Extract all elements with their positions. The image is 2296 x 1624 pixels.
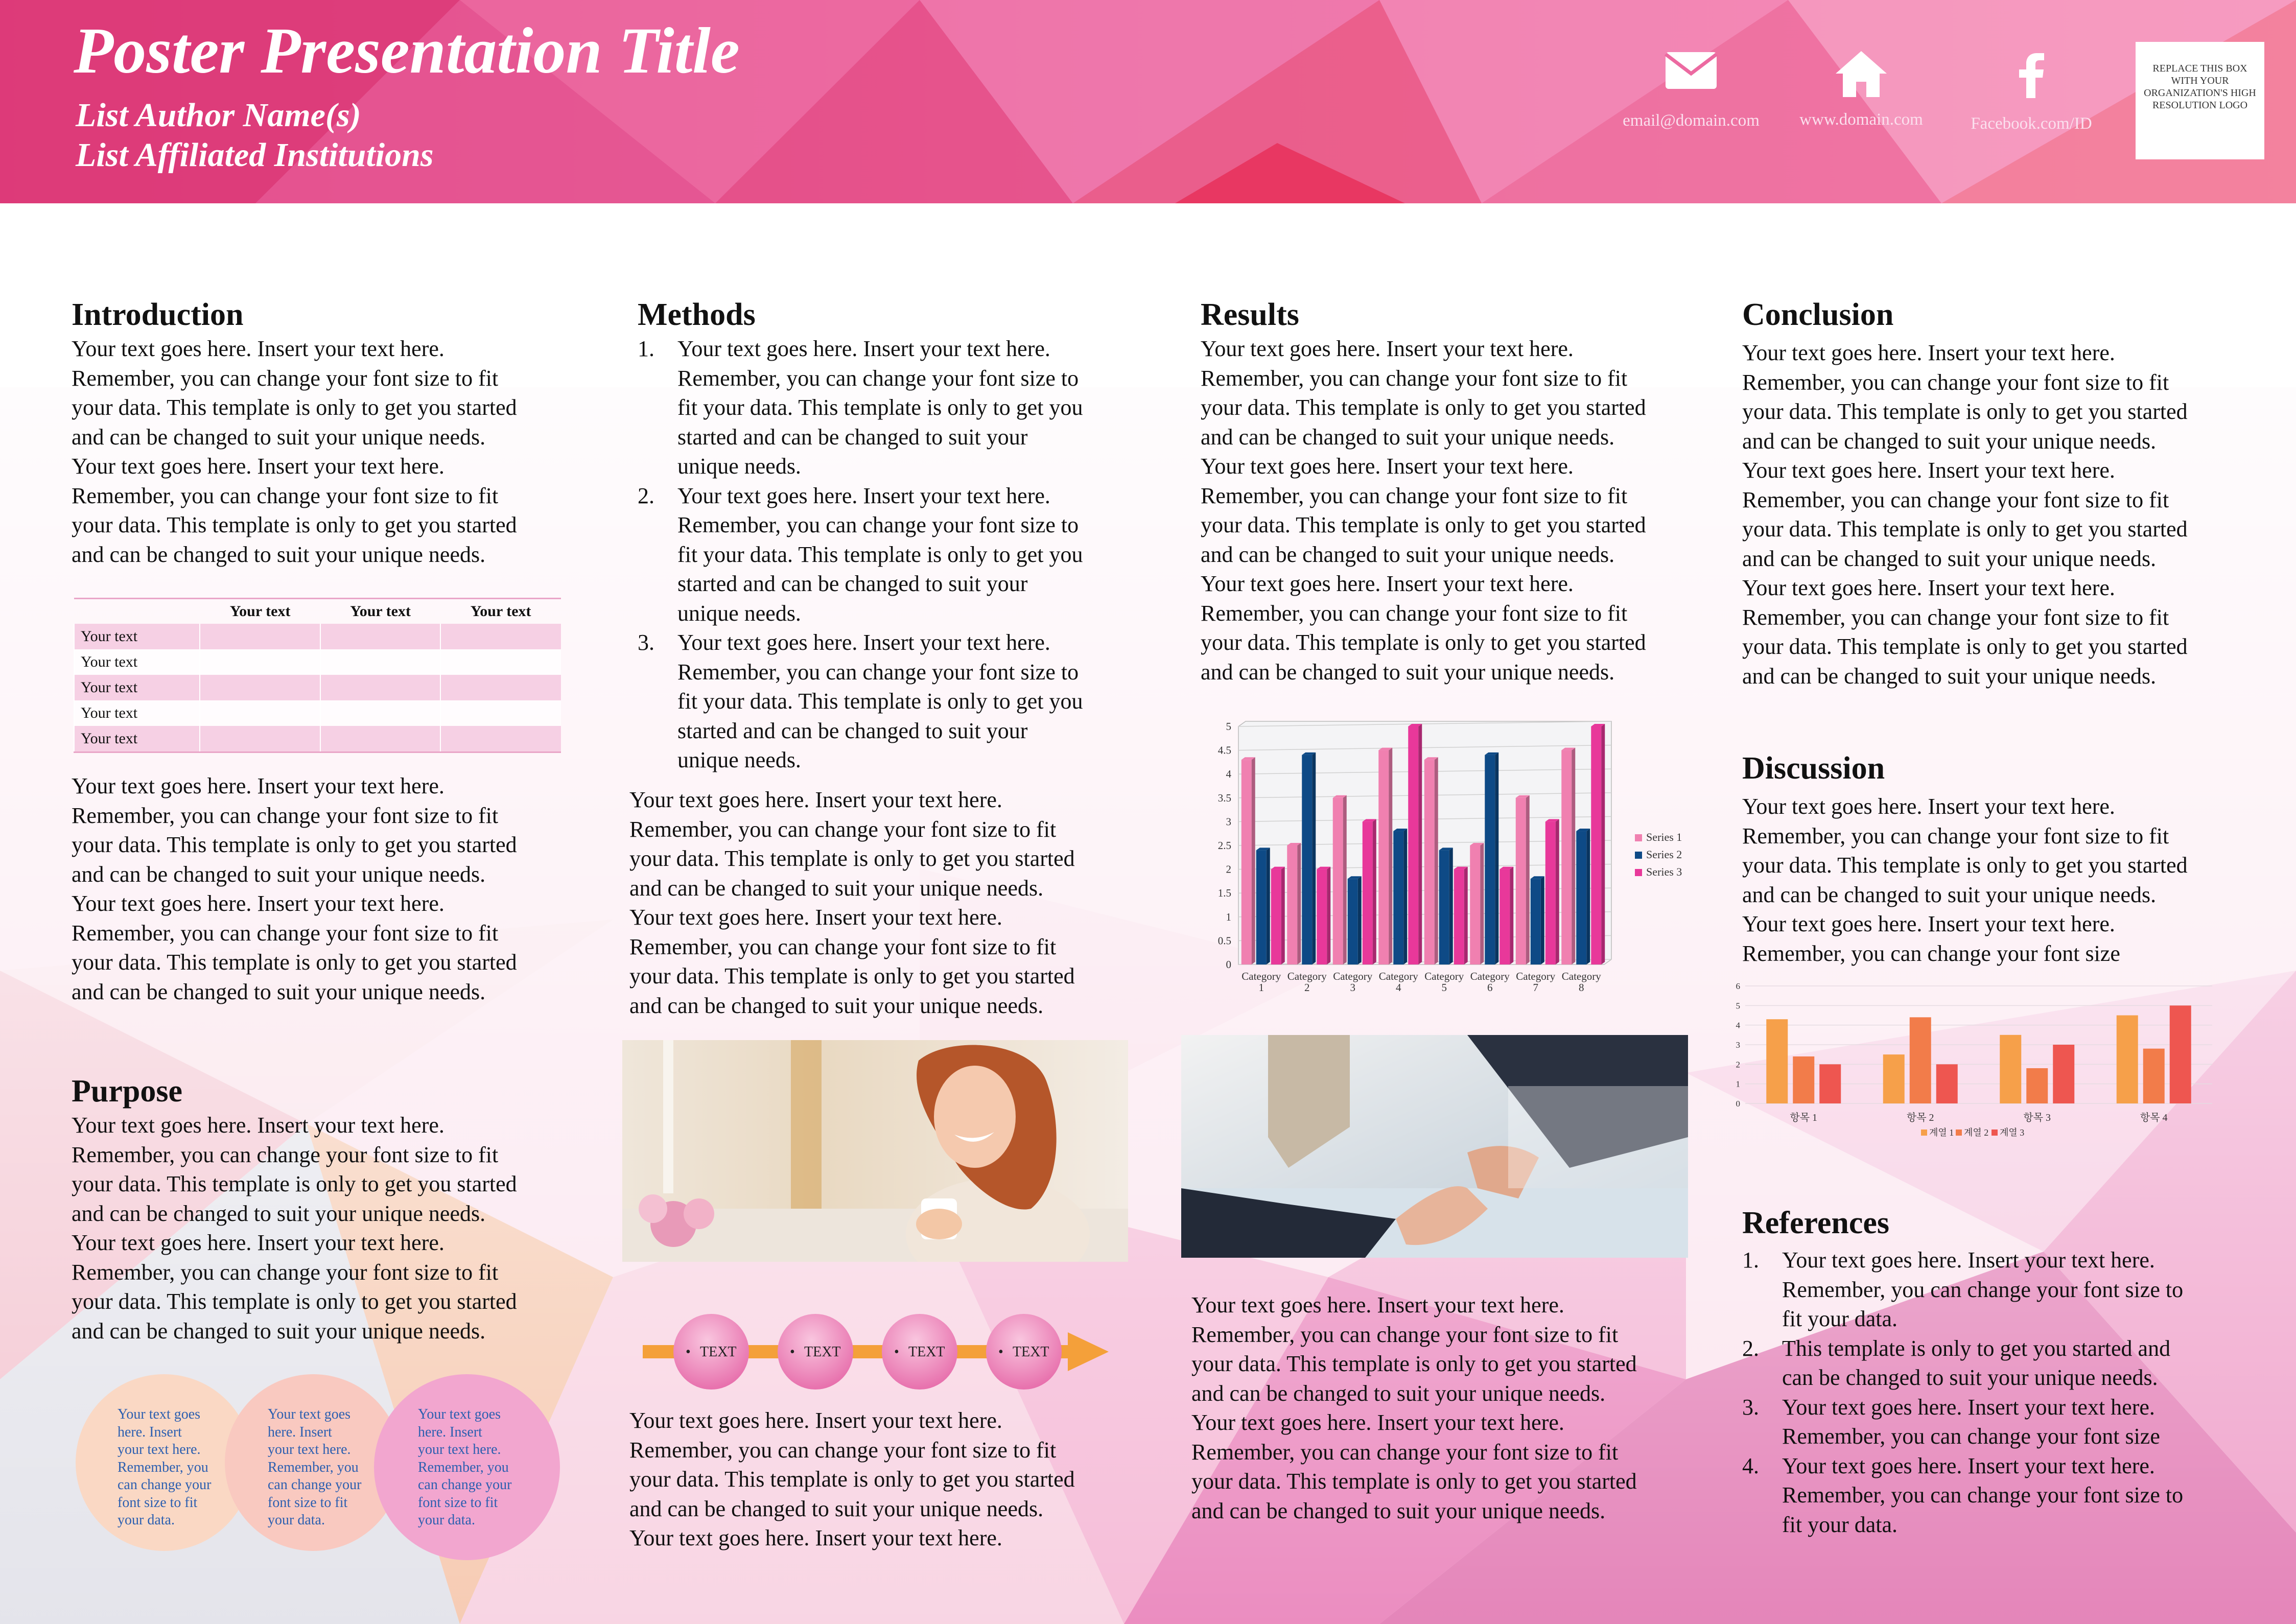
table-header-cell: Your text [229,603,291,620]
x-tick-label: 항목 3 [2023,1112,2051,1123]
legend-label: 계열 1 [1929,1127,1954,1138]
methods-list [638,334,1083,775]
bar [1271,869,1281,964]
introduction-text-continued: Your text goes here. Insert your text here. Remember, you can change your font size to fit your data. This template is only to get you started and can be changed to suit your unique needs. Your text goes here. Insert your text here. Remember, you can change your font size to fit your data. This template is only to get you started and can be changed to suit your unique needs. [72,773,517,1004]
reference-item: 2. This template is only to get you started and can be changed to suit your unique needs. [1742,1335,2171,1390]
bar [2170,1005,2191,1103]
contact-email[interactable] [1609,51,1773,130]
bar [1766,1019,1788,1103]
bar-side [1418,724,1422,964]
legend-label: 계열 3 [2000,1127,2025,1138]
logo-placeholder[interactable]: REPLACE THIS BOX WITH YOUR ORGANIZATION'S HIGH RESOLUTION LOGO [2136,42,2264,159]
bar-side [1297,843,1301,964]
legend-swatch [1635,834,1642,841]
bar [1485,755,1495,964]
reference-item: 4. Your text goes here. Insert your text here. Remember, you can change your font size to fit your data. [1742,1453,2184,1537]
introduction-heading: Introduction [72,297,244,332]
bar-side [1480,843,1484,964]
email-icon [1665,51,1718,90]
list-item: 1. Your text goes here. Insert your text here. Remember, you can change your font size to fit your data. This template is only to get you started and can be changed to suit your unique needs. [638,336,1083,479]
x-tick-label: Category [1241,970,1281,982]
x-tick-label: 7 [1533,981,1538,994]
y-tick-label: 0 [1226,958,1231,971]
bar [1470,845,1480,964]
methods-text: Your text goes here. Insert your text here. Remember, you can change your font size to fit your data. This template is only to get you started and can be changed to suit your unique needs. Your text goes here. Insert your text here. Remember, you can change your font size to fit your data. This template is only to get you started and can be changed to suit your unique needs. [629,787,1075,1018]
bar [1393,831,1403,964]
x-tick-label: 항목 4 [2140,1112,2168,1123]
facebook-icon [2016,53,2047,98]
process-step-bullet: • [686,1344,691,1360]
bar-side [1556,819,1559,964]
bar-side [1449,848,1453,964]
purpose-text: Your text goes here. Insert your text here. Remember, you can change your font size to fit your data. This template is only to get you started and can be changed to suit your unique needs. Your text goes here. Insert your text here. Remember, you can change your font size to fit your data. This template is only to get you started and can be changed to suit your unique needs. [72,1113,517,1344]
y-tick-label: 0.5 [1217,934,1231,947]
bar-side [1586,829,1590,964]
discussion-heading: Discussion [1742,751,1885,786]
author-names: List Author Name(s) [76,97,361,134]
bar-side [1435,757,1438,964]
reference-item: 3. Your text goes here. Insert your text here. Remember, you can change your font size [1742,1394,2160,1449]
x-tick-label: 3 [1350,981,1355,994]
y-tick-label: 6 [1736,981,1740,991]
results-text: Your text goes here. Insert your text here. Remember, you can change your font size to fit your data. This template is only to get you started and can be changed to suit your unique needs. Your text goes here. Insert your text here. Remember, you can change your font size to fit your data. This template is only to get you started and can be changed to suit your unique needs. Your text goes here. Insert your text here. Remember, you can change your font size to fit your data. This template is only to get you started and can be changed to suit your unique needs. [1201,336,1646,685]
home-icon [1835,49,1888,98]
introduction-text: Your text goes here. Insert your text here. Remember, you can change your font size to fit your data. This template is only to get you started and can be changed to suit your unique needs. Your text goes here. Insert your text here. Remember, you can change your font size to fit your data. This template is only to get you started and can be changed to suit your unique needs. [72,336,517,567]
legend-swatch [1956,1129,1962,1136]
table-row [74,700,561,726]
conclusion-text: Your text goes here. Insert your text here. Remember, you can change your font size to fit your data. This template is only to get you started and can be changed to suit your unique needs. Your text goes here. Insert your text here. Remember, you can change your font size to fit your data. This template is only to get you started and can be changed to suit your unique needs. Your text goes here. Insert your text here. Remember, you can change your font size to fit your data. This template is only to get you started and can be changed to suit your unique needs. [1742,340,2188,689]
poster-title: Poster Presentation Title [74,14,740,87]
woman-photo [622,1040,1128,1262]
references-heading: References [1742,1206,1890,1240]
table-row [74,649,561,675]
x-tick-label: Category [1424,970,1464,982]
bar-side [1373,819,1376,964]
y-tick-label: 2 [1226,863,1231,876]
x-tick-label: Category [1516,970,1556,982]
bar [1793,1056,1814,1103]
reference-item: 1. Your text goes here. Insert your text here. Remember, you can change your font size to fit your data. [1742,1248,2184,1331]
bar-side [1358,876,1362,964]
process-step-bullet: • [790,1344,795,1360]
bar-side [1495,752,1498,964]
bar [2026,1068,2048,1103]
bar [1333,798,1343,964]
x-tick-label: 5 [1441,981,1447,994]
process-step-label: TEXT [700,1344,737,1360]
x-tick-label: 항목 1 [1790,1112,1818,1123]
circle-text-2: Your text goes here. Insert your text here. Remember, you can change your font size to fit your data. [268,1406,362,1528]
legend-label: Series 3 [1646,865,1682,878]
bar [1408,726,1418,964]
x-tick-label: Category [1287,970,1327,982]
x-tick-label: 6 [1487,981,1493,994]
table-row [74,675,561,700]
references-list [1742,1245,2183,1539]
bar-side [1541,876,1544,964]
y-tick-label: 4 [1736,1020,1740,1030]
bar [1363,821,1373,964]
y-tick-label: 4 [1226,768,1231,781]
table-row-label: Your text [74,726,200,752]
bar-side [1601,724,1605,964]
methods-heading: Methods [638,297,756,332]
table-row-label: Your text [74,624,200,649]
y-tick-label: 2.5 [1217,839,1231,852]
process-step-label: TEXT [1013,1344,1049,1360]
y-tick-label: 1 [1736,1079,1740,1089]
legend-swatch [1635,852,1642,859]
bar [1545,821,1556,964]
process-step-bullet: • [894,1344,899,1360]
table-row-label: Your text [74,649,200,675]
website-label: www.domain.com [1799,110,1923,129]
y-tick-label: 0 [1736,1099,1740,1109]
discussion-text: Your text goes here. Insert your text here. Remember, you can change your font size to fit your data. This template is only to get you started and can be changed to suit your unique needs. Your text goes here. Insert your text here. Remember, you can change your font size [1742,794,2188,966]
bar [1348,879,1358,964]
table-header-cell: Your text [470,603,531,620]
bar [1576,831,1586,964]
bar-side [1572,748,1575,964]
legend-swatch [1992,1129,1998,1136]
bar [1936,1064,1958,1103]
table-row-label: Your text [74,675,200,700]
table-row-label: Your text [74,700,200,726]
process-step-bullet: • [998,1344,1003,1360]
bar [1516,798,1526,964]
x-tick-label: 8 [1579,981,1584,994]
bar [1256,850,1267,964]
y-tick-label: 3.5 [1217,791,1231,804]
table-row [74,624,561,649]
bar [2000,1035,2021,1103]
bar [1531,879,1541,964]
conclusion-heading: Conclusion [1742,297,1894,332]
process-step-label: TEXT [908,1344,945,1360]
bar-side [1327,867,1330,964]
bar-side [1403,829,1407,964]
x-tick-label: Category [1378,970,1418,982]
bar-side [1526,795,1530,964]
bar [1287,845,1297,964]
x-tick-label: Category [1470,970,1510,982]
bar [1302,755,1312,964]
table-header-row [74,599,561,624]
email-label: email@domain.com [1623,111,1760,130]
x-tick-label: 2 [1304,981,1310,994]
legend-swatch [1635,869,1642,876]
bar [2143,1049,2165,1103]
handshake-photo [1181,1035,1688,1258]
bar-side [1510,867,1513,964]
y-tick-label: 5 [1226,720,1231,733]
methods-text-bottom: Your text goes here. Insert your text here. Remember, you can change your font size to fit your data. This template is only to get you started and can be changed to suit your unique needs. Your text goes here. Insert your text here. [629,1408,1075,1550]
affiliated-institutions: List Affiliated Institutions [76,136,434,174]
y-tick-label: 1 [1226,910,1231,923]
y-tick-label: 2 [1736,1060,1740,1070]
bar [1500,869,1510,964]
bar-side [1312,752,1316,964]
bar-side [1343,795,1347,964]
introduction-table [74,598,561,753]
table-row [74,726,561,752]
results-bar-chart [1201,715,1691,1006]
bar-side [1267,848,1270,964]
process-step-label: TEXT [804,1344,841,1360]
bar [1454,869,1464,964]
x-tick-label: Category [1561,970,1601,982]
bar-side [1389,748,1392,964]
contact-facebook[interactable] [1950,53,2113,133]
x-tick-label: 4 [1396,981,1401,994]
bar [1819,1064,1841,1103]
circle-text-3: Your text goes here. Insert your text here. Remember, you can change your font size to fit your data. [418,1406,512,1528]
y-tick-label: 3 [1736,1040,1740,1050]
table-header-cell [74,599,200,624]
bar [1910,1017,1931,1103]
y-tick-label: 1.5 [1217,887,1231,900]
bar-side [1464,867,1468,964]
bar [1424,760,1435,964]
y-tick-label: 3 [1226,815,1231,828]
bar [1561,750,1572,964]
discussion-bar-chart [1727,976,2217,1144]
list-item: 2. Your text goes here. Insert your text here. Remember, you can change your font size to fit your data. This template is only to get you started and can be changed to suit your unique needs. [638,483,1083,626]
y-tick-label: 5 [1736,1001,1740,1011]
y-tick-label: 4.5 [1217,744,1231,757]
results-text-bottom: Your text goes here. Insert your text here. Remember, you can change your font size to fit your data. This template is only to get you started and can be changed to suit your unique needs. Your text goes here. Insert your text here. Remember, you can change your font size to fit your data. This template is only to get you started and can be changed to suit your unique needs. [1191,1292,1637,1523]
bar [1317,869,1327,964]
bar [1591,726,1601,964]
bar [1378,750,1389,964]
legend-swatch [1921,1129,1927,1136]
x-tick-label: Category [1333,970,1373,982]
legend-label: Series 1 [1646,831,1682,843]
contact-website[interactable] [1779,49,1943,129]
x-tick-label: 1 [1258,981,1264,994]
legend-label: 계열 2 [1964,1127,1989,1138]
process-arrow [639,1313,1114,1391]
bar [1439,850,1449,964]
bar [2053,1045,2074,1103]
circle-text-1: Your text goes here. Insert your text here. Remember, you can change your font size to fit your data. [118,1406,212,1528]
bar [1241,760,1252,964]
bar [2117,1016,2138,1104]
results-heading: Results [1201,297,1299,332]
bar-side [1252,757,1255,964]
bar [1883,1054,1905,1103]
facebook-label: Facebook.com/ID [1971,114,2092,133]
legend-label: Series 2 [1646,848,1682,861]
table-header-cell: Your text [350,603,411,620]
x-tick-label: 항목 2 [1906,1112,1934,1123]
bar-side [1281,867,1285,964]
list-item: 3. Your text goes here. Insert your text here. Remember, you can change your font size to fit your data. This template is only to get you started and can be changed to suit your unique needs. [638,630,1083,772]
purpose-heading: Purpose [72,1074,182,1109]
